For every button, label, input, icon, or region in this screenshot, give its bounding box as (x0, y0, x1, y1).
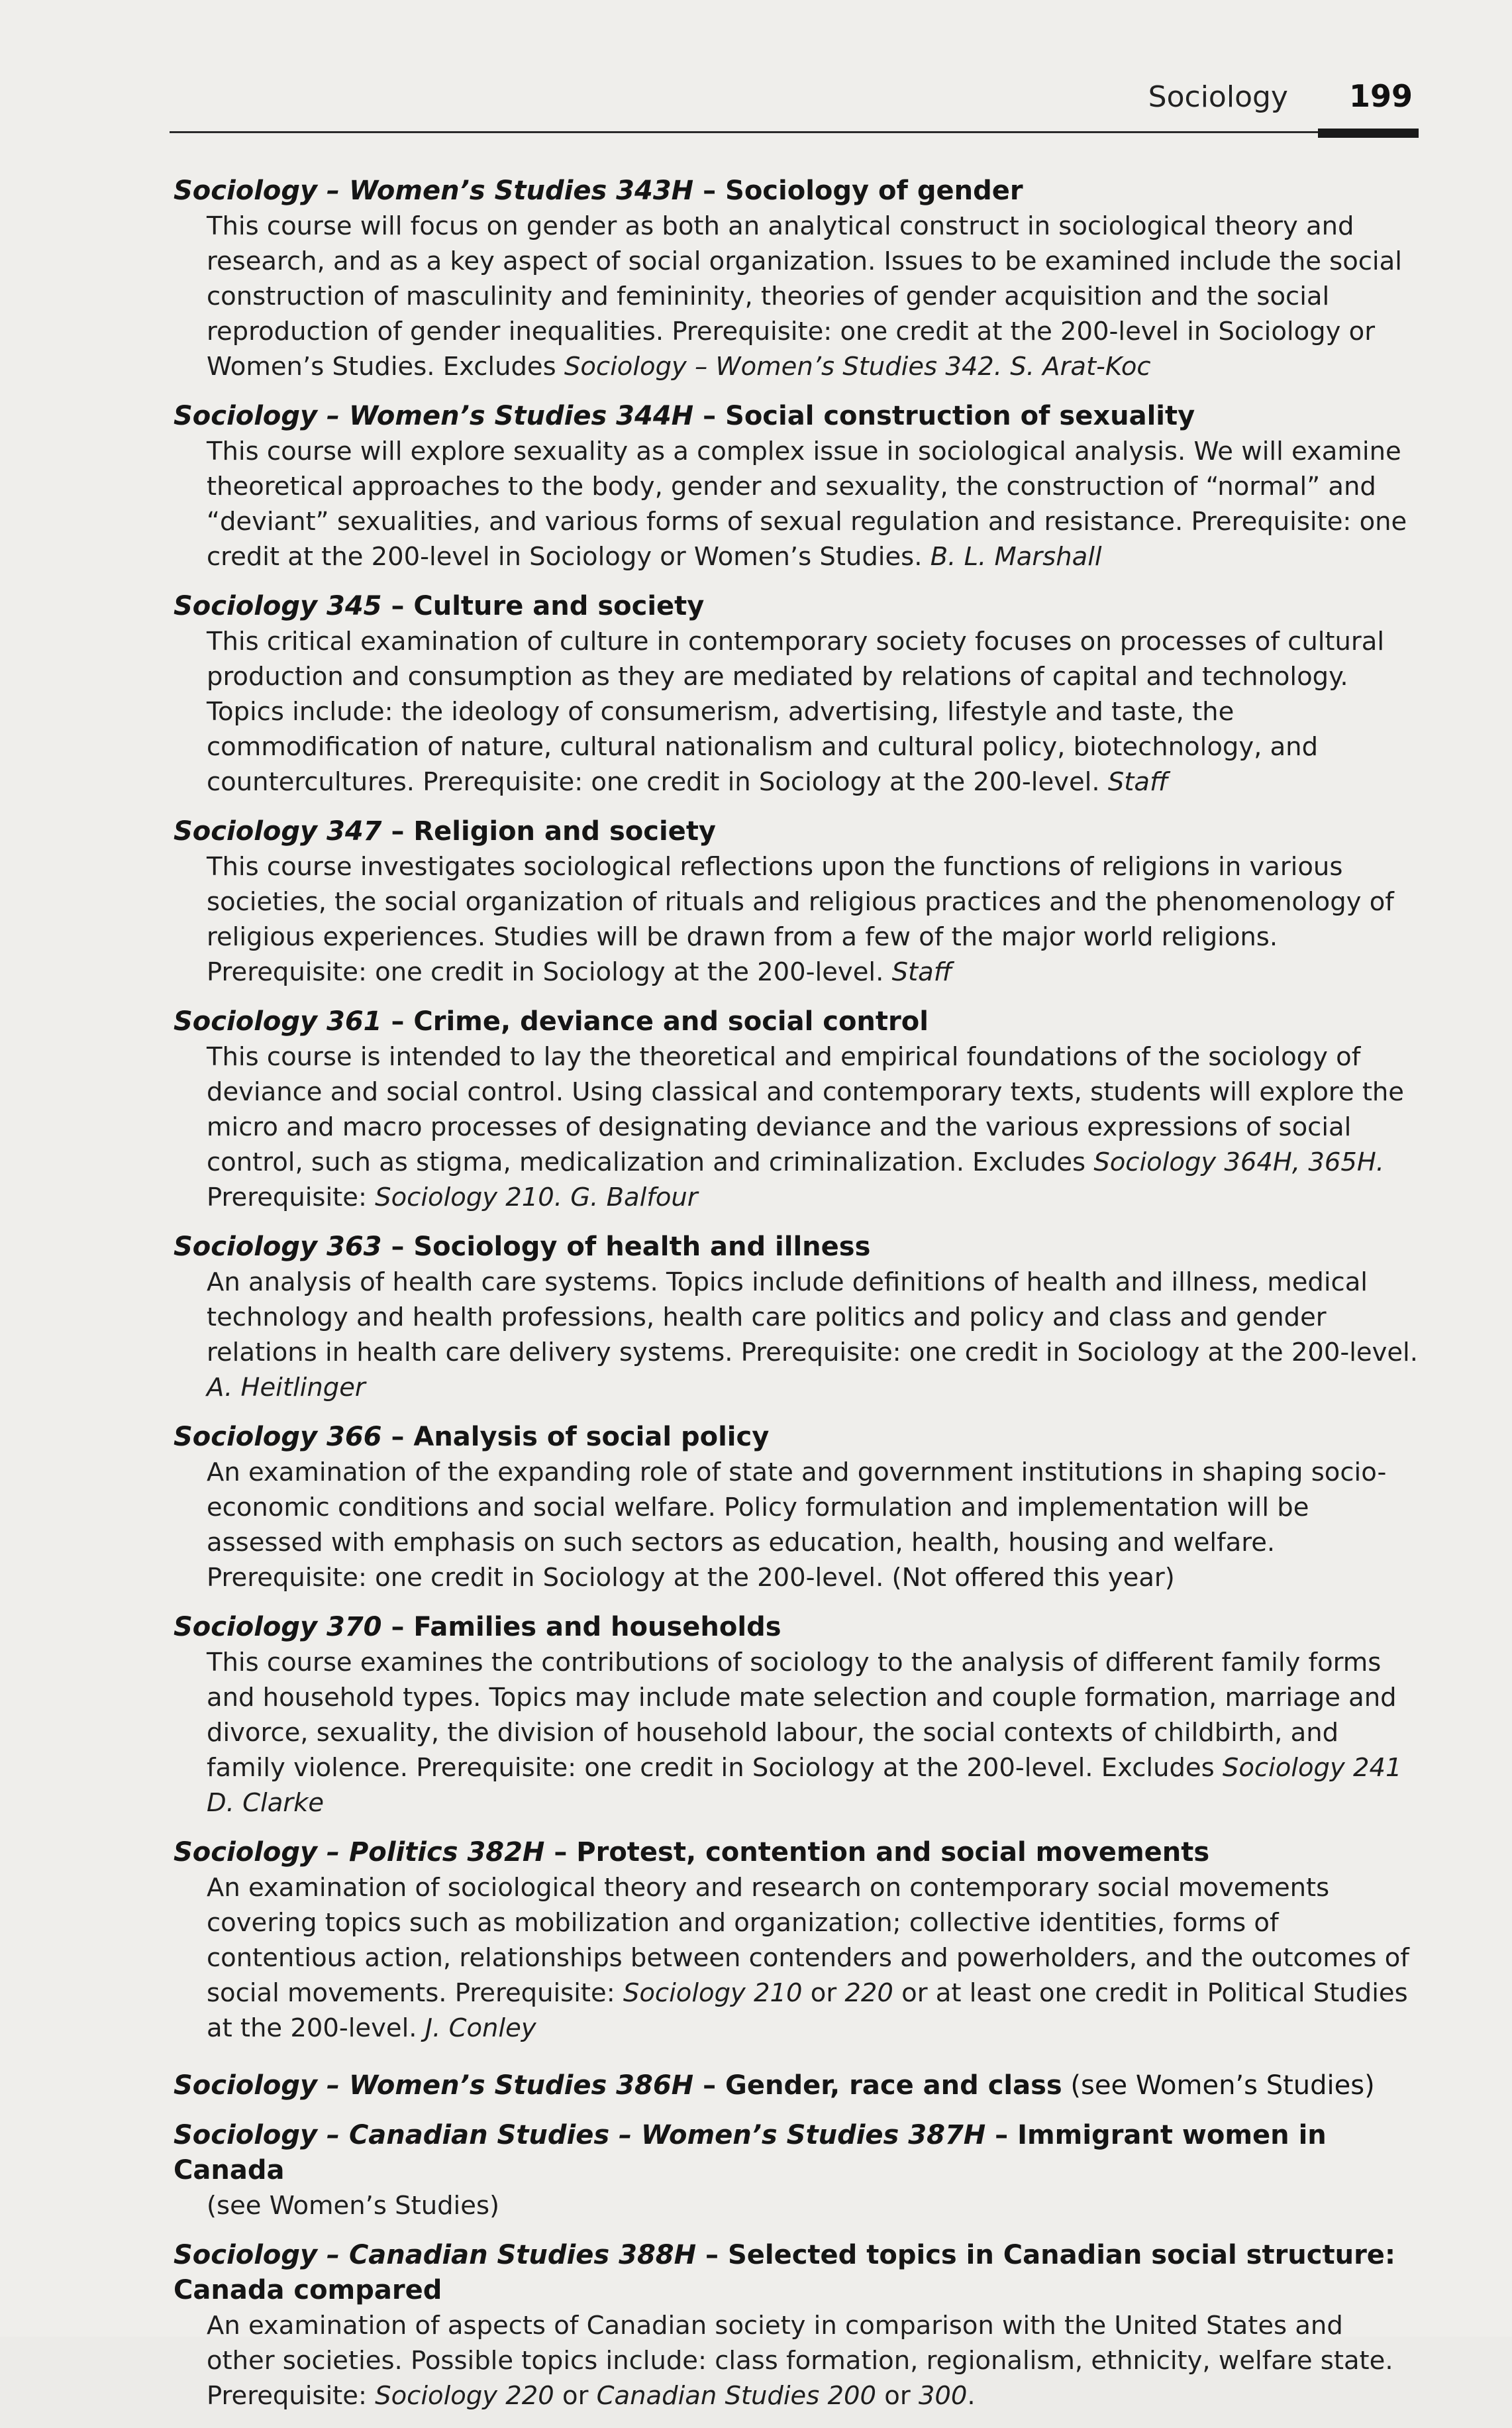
running-head (1148, 78, 1413, 114)
course-description (207, 1265, 1419, 1405)
course-heading (174, 2238, 1419, 2308)
course-title: – Crime, deviance and social control (381, 1006, 929, 1037)
course-code: Sociology 363 (174, 1232, 382, 1262)
section-title: Sociology (1148, 80, 1288, 114)
description-text-end: or at least one credit in Political Studies at the 200-level. (207, 1978, 1408, 2043)
prerequisite-course-alt: Canadian Studies 200 (596, 2381, 877, 2411)
course-entry (174, 1004, 1419, 1215)
instructor: J. Conley (425, 2013, 536, 2043)
course-code: Sociology – Canadian Studies – Women’s Studies 387H (174, 2120, 986, 2150)
course-entry (174, 174, 1419, 384)
course-description (207, 1455, 1419, 1595)
description-text: An examination of the expanding role of state and government institutions in shaping socio-economic conditions and social welfare. Policy formulation and implementation will be assessed with emphasis on such sectors as education, health, housing and welfare. Prerequisite: one credit in Sociology at the 200-level. (Not offered this year) (207, 1457, 1387, 1593)
course-code: Sociology – Women’s Studies 386H (174, 2070, 694, 2101)
course-description (207, 1645, 1419, 1821)
course-entry (174, 1835, 1419, 2046)
course-description (207, 624, 1419, 800)
course-entry (174, 2238, 1419, 2413)
course-entry (174, 2118, 1419, 2223)
course-title: – Culture and society (381, 591, 705, 621)
course-code: Sociology 370 (174, 1612, 382, 1642)
course-heading (174, 589, 1419, 624)
see-reference: (see Women’s Studies) (207, 2191, 500, 2221)
description-text: An examination of sociological theory and research on contemporary social movements covering topics such as mobilization and organization; collective identities, forms of contentious action, relationships between contenders and powerholders, and the outcomes of social movements. Prerequisite: (207, 1873, 1409, 2008)
course-entry (174, 1610, 1419, 1821)
instructor: B. L. Marshall (930, 542, 1102, 572)
prerequisite-course: Sociology 220 (375, 2381, 554, 2411)
course-title: – Analysis of social policy (381, 1422, 770, 1452)
description-text: This course examines the contributions of sociology to the analysis of different family forms and household types. Topics may include mate selection and couple formation, marriage and divorce, sexuality, the division of household labour, the social contexts of childbirth, and family violence. Prerequisite: one credit in Sociology at the 200-level. Excludes (207, 1648, 1397, 1783)
connector-text-2: or (876, 2381, 919, 2411)
connector-text: or (802, 1978, 845, 2008)
course-title: – Selected topics in Canadian social structure: Canada compared (174, 2240, 1395, 2305)
course-title: – Protest, contention and social movements (544, 1837, 1210, 1868)
course-title: – Religion and society (381, 816, 717, 847)
description-text: This course will focus on gender as both an analytical construct in sociological theory and research, and as a key aspect of social organization. Issues to be examined include the social construction of masculinity and femininity, theories of gender acquisition and the social reproduction of gender inequalities. Prerequisite: one credit at the 200-level in Sociology or Women’s Studies. Excludes (207, 211, 1402, 382)
course-description (207, 1039, 1419, 1215)
header-rule (170, 131, 1418, 133)
description-text: An examination of aspects of Canadian society in comparison with the United States and other societies. Possible topics include: class formation, regionalism, ethnicity, welfare state. Prerequisite: (207, 2311, 1393, 2411)
course-title: – Families and households (381, 1612, 781, 1642)
course-code: Sociology 366 (174, 1422, 382, 1452)
instructor: A. Heitlinger (207, 1373, 366, 1402)
see-reference: (see Women’s Studies) (1062, 2070, 1375, 2101)
course-code: Sociology 345 (174, 591, 382, 621)
course-heading (174, 1004, 1419, 1039)
course-code: Sociology – Women’s Studies 343H (174, 176, 694, 206)
excludes-instructor: Sociology 241 D. Clarke (207, 1753, 1402, 1818)
course-heading (174, 814, 1419, 849)
course-heading (174, 2068, 1419, 2103)
course-entry (174, 589, 1419, 800)
course-description (207, 434, 1419, 574)
course-title: – Immigrant women in Canada (174, 2120, 1327, 2186)
spacer (174, 2060, 1419, 2068)
course-description (207, 2308, 1419, 2413)
course-heading (174, 1610, 1419, 1645)
course-code: Sociology 347 (174, 816, 382, 847)
course-list (174, 174, 1419, 2428)
course-heading (174, 174, 1419, 209)
instructor: Staff (1107, 767, 1168, 797)
course-description (207, 2188, 1419, 2223)
course-heading (174, 1230, 1419, 1265)
course-description (207, 849, 1419, 990)
prerequisite-course-alt: 220 (844, 1978, 893, 2008)
course-heading (174, 1420, 1419, 1455)
course-entry (174, 1230, 1419, 1405)
prerequisite-course: Sociology 210. G. Balfour (375, 1183, 698, 1212)
instructor: Staff (891, 957, 952, 987)
course-entry (174, 814, 1419, 990)
course-heading (174, 2118, 1419, 2188)
course-code: Sociology – Women’s Studies 344H (174, 401, 694, 431)
description-text: An analysis of health care systems. Topics include definitions of health and illness, medical technology and health professions, health care politics and policy and class and gender relations in health care delivery systems. Prerequisite: one credit in Sociology at the 200-level. (207, 1267, 1418, 1367)
description-text: This course will explore sexuality as a complex issue in sociological analysis. We will examine theoretical approaches to the body, gender and sexuality, the construction of “normal” and “deviant” sexualities, and various forms of sexual regulation and resistance. Prerequisite: one credit at the 200-level in Sociology or Women’s Studies. (207, 437, 1407, 572)
description-text: This critical examination of culture in contemporary society focuses on processes of cultural production and consumption as they are mediated by relations of capital and technology. Topics include: the ideology of consumerism, advertising, lifestyle and taste, the commodification of nature, cultural nationalism and cultural policy, biotechnology, and countercultures. Prerequisite: one credit in Sociology at the 200-level. (207, 627, 1385, 797)
prerequisite-course: Sociology 210 (623, 1978, 803, 2008)
course-code: Sociology – Politics 382H (174, 1837, 545, 1868)
page-number: 199 (1348, 78, 1413, 114)
course-code: Sociology 361 (174, 1006, 382, 1037)
excludes-courses: Sociology 364H, 365H. (1093, 1147, 1385, 1177)
course-description (207, 209, 1419, 384)
course-heading (174, 1835, 1419, 1870)
course-title: – Gender, race and class (693, 2070, 1062, 2101)
description-italic: Sociology – Women’s Studies 342. S. Arat-Koc (564, 352, 1151, 382)
course-code: Sociology – Canadian Studies 388H (174, 2240, 697, 2270)
description-text: This course investigates sociological reflections upon the functions of religions in various societies, the social organization of rituals and religious practices and the phenomenology of religious experiences. Studies will be drawn from a few of the major world religions. Prerequisite: one credit in Sociology at the 200-level. (207, 852, 1394, 987)
course-heading (174, 399, 1419, 434)
course-entry (174, 1420, 1419, 1595)
prerequisite-label: Prerequisite: (207, 1183, 376, 1212)
course-entry (174, 399, 1419, 574)
header-rule-block (1318, 129, 1419, 138)
course-title: – Social construction of sexuality (693, 401, 1195, 431)
course-description (207, 1870, 1419, 2046)
course-entry (174, 2068, 1419, 2103)
description-text-end: . (967, 2381, 976, 2411)
prerequisite-course-alt-2: 300 (918, 2381, 968, 2411)
description-text: This course is intended to lay the theoretical and empirical foundations of the sociology of deviance and social control. Using classical and contemporary texts, students will explore the micro and macro processes of designating deviance and the various expressions of social control, such as stigma, medicalization and criminalization. Excludes (207, 1042, 1404, 1177)
course-title: – Sociology of health and illness (381, 1232, 871, 1262)
connector-text: or (554, 2381, 597, 2411)
course-title: – Sociology of gender (693, 176, 1023, 206)
